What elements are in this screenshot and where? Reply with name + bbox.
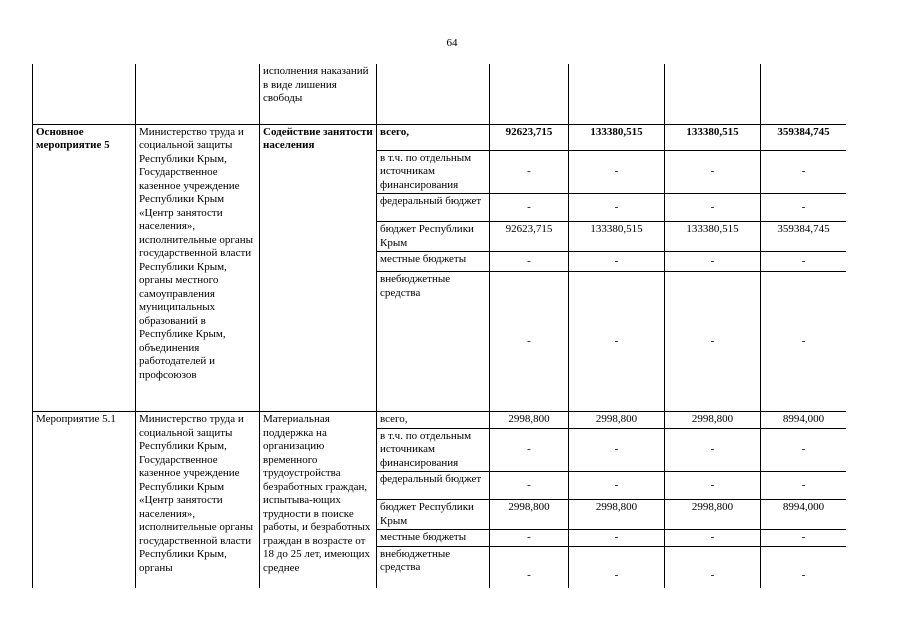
measure-name-cell bbox=[33, 64, 136, 124]
value-cell: - bbox=[569, 194, 665, 222]
description-cell: исполнения наказаний в виде лишения свободы bbox=[260, 64, 377, 124]
value-cell: 359384,745 bbox=[761, 124, 847, 150]
value-cell: - bbox=[665, 272, 761, 412]
value-cell: - bbox=[665, 472, 761, 500]
executor-cell: Министерство труда и социальной защиты Республики Крым, Государственное казенное учреждение Республики Крым «Центр занятости населения», исполнительные органы государственной власти Республики Крым, органы местного самоуправления муниципальных образований в Республике Крым, объединения работодателей и профсоюзов bbox=[136, 124, 260, 412]
value-cell: - bbox=[490, 546, 569, 588]
source-cell: всего, bbox=[377, 124, 490, 150]
value-cell: 92623,715 bbox=[490, 124, 569, 150]
value-cell bbox=[569, 64, 665, 124]
value-cell: - bbox=[490, 150, 569, 194]
page-number: 64 bbox=[446, 37, 458, 49]
value-cell: - bbox=[665, 252, 761, 272]
value-cell: 8994,000 bbox=[761, 500, 847, 530]
source-cell: в т.ч. по отдельным источникам финансирования bbox=[377, 150, 490, 194]
value-cell: - bbox=[490, 194, 569, 222]
executor-cell: Министерство труда и социальной защиты Республики Крым, Государственное казенное учреждение Республики Крым «Центр занятости населения», исполнительные органы государственной власти Республики Крым, органы bbox=[136, 412, 260, 589]
source-cell: внебюджетные средства bbox=[377, 272, 490, 412]
value-cell: - bbox=[665, 546, 761, 588]
value-cell: - bbox=[761, 150, 847, 194]
value-cell: - bbox=[490, 530, 569, 547]
value-cell bbox=[761, 64, 847, 124]
value-cell: - bbox=[569, 472, 665, 500]
value-cell: 2998,800 bbox=[569, 500, 665, 530]
value-cell: - bbox=[665, 194, 761, 222]
value-cell: - bbox=[761, 472, 847, 500]
value-cell: 133380,515 bbox=[665, 222, 761, 252]
table-row bbox=[33, 124, 847, 150]
value-cell: - bbox=[761, 252, 847, 272]
value-cell: 2998,800 bbox=[569, 412, 665, 429]
value-cell: 2998,800 bbox=[665, 500, 761, 530]
value-cell: 133380,515 bbox=[569, 124, 665, 150]
value-cell: 2998,800 bbox=[490, 500, 569, 530]
value-cell: - bbox=[490, 428, 569, 472]
value-cell: 133380,515 bbox=[569, 222, 665, 252]
measure-name-cell: Мероприятие 5.1 bbox=[33, 412, 136, 589]
value-cell: - bbox=[569, 546, 665, 588]
value-cell: - bbox=[490, 472, 569, 500]
source-cell: внебюджетные средства bbox=[377, 546, 490, 588]
value-cell: 8994,000 bbox=[761, 412, 847, 429]
value-cell: 2998,800 bbox=[665, 412, 761, 429]
value-cell: 359384,745 bbox=[761, 222, 847, 252]
value-cell: - bbox=[569, 530, 665, 547]
value-cell: 2998,800 bbox=[490, 412, 569, 429]
source-cell: местные бюджеты bbox=[377, 252, 490, 272]
funding-table bbox=[32, 64, 846, 588]
value-cell: - bbox=[761, 546, 847, 588]
value-cell: - bbox=[665, 530, 761, 547]
source-cell: федеральный бюджет bbox=[377, 194, 490, 222]
description-cell: Материальная поддержка на организацию временного трудоустройства безработных граждан, испытыва-ющих трудности в поиске работы, и безработных граждан в возрасте от 18 до 25 лет, имеющих среднее bbox=[260, 412, 377, 589]
value-cell bbox=[665, 64, 761, 124]
table-row bbox=[33, 412, 847, 429]
value-cell: - bbox=[569, 150, 665, 194]
value-cell: - bbox=[490, 272, 569, 412]
description-cell: Содействие занятости населения bbox=[260, 124, 377, 412]
source-cell: местные бюджеты bbox=[377, 530, 490, 547]
source-cell: бюджет Республики Крым bbox=[377, 222, 490, 252]
value-cell: 133380,515 bbox=[665, 124, 761, 150]
value-cell: - bbox=[665, 428, 761, 472]
value-cell: - bbox=[569, 428, 665, 472]
value-cell: - bbox=[490, 252, 569, 272]
source-cell: в т.ч. по отдельным источникам финансирования bbox=[377, 428, 490, 472]
value-cell: - bbox=[761, 272, 847, 412]
executor-cell bbox=[136, 64, 260, 124]
source-cell bbox=[377, 64, 490, 124]
value-cell: - bbox=[761, 428, 847, 472]
value-cell: 92623,715 bbox=[490, 222, 569, 252]
value-cell: - bbox=[569, 272, 665, 412]
value-cell: - bbox=[569, 252, 665, 272]
source-cell: бюджет Республики Крым bbox=[377, 500, 490, 530]
measure-name-cell: Основное мероприятие 5 bbox=[33, 124, 136, 412]
value-cell: - bbox=[665, 150, 761, 194]
value-cell: - bbox=[761, 530, 847, 547]
document-body bbox=[32, 64, 846, 588]
source-cell: всего, bbox=[377, 412, 490, 429]
value-cell: - bbox=[761, 194, 847, 222]
value-cell bbox=[490, 64, 569, 124]
continuation-row bbox=[33, 64, 847, 124]
source-cell: федеральный бюджет bbox=[377, 472, 490, 500]
